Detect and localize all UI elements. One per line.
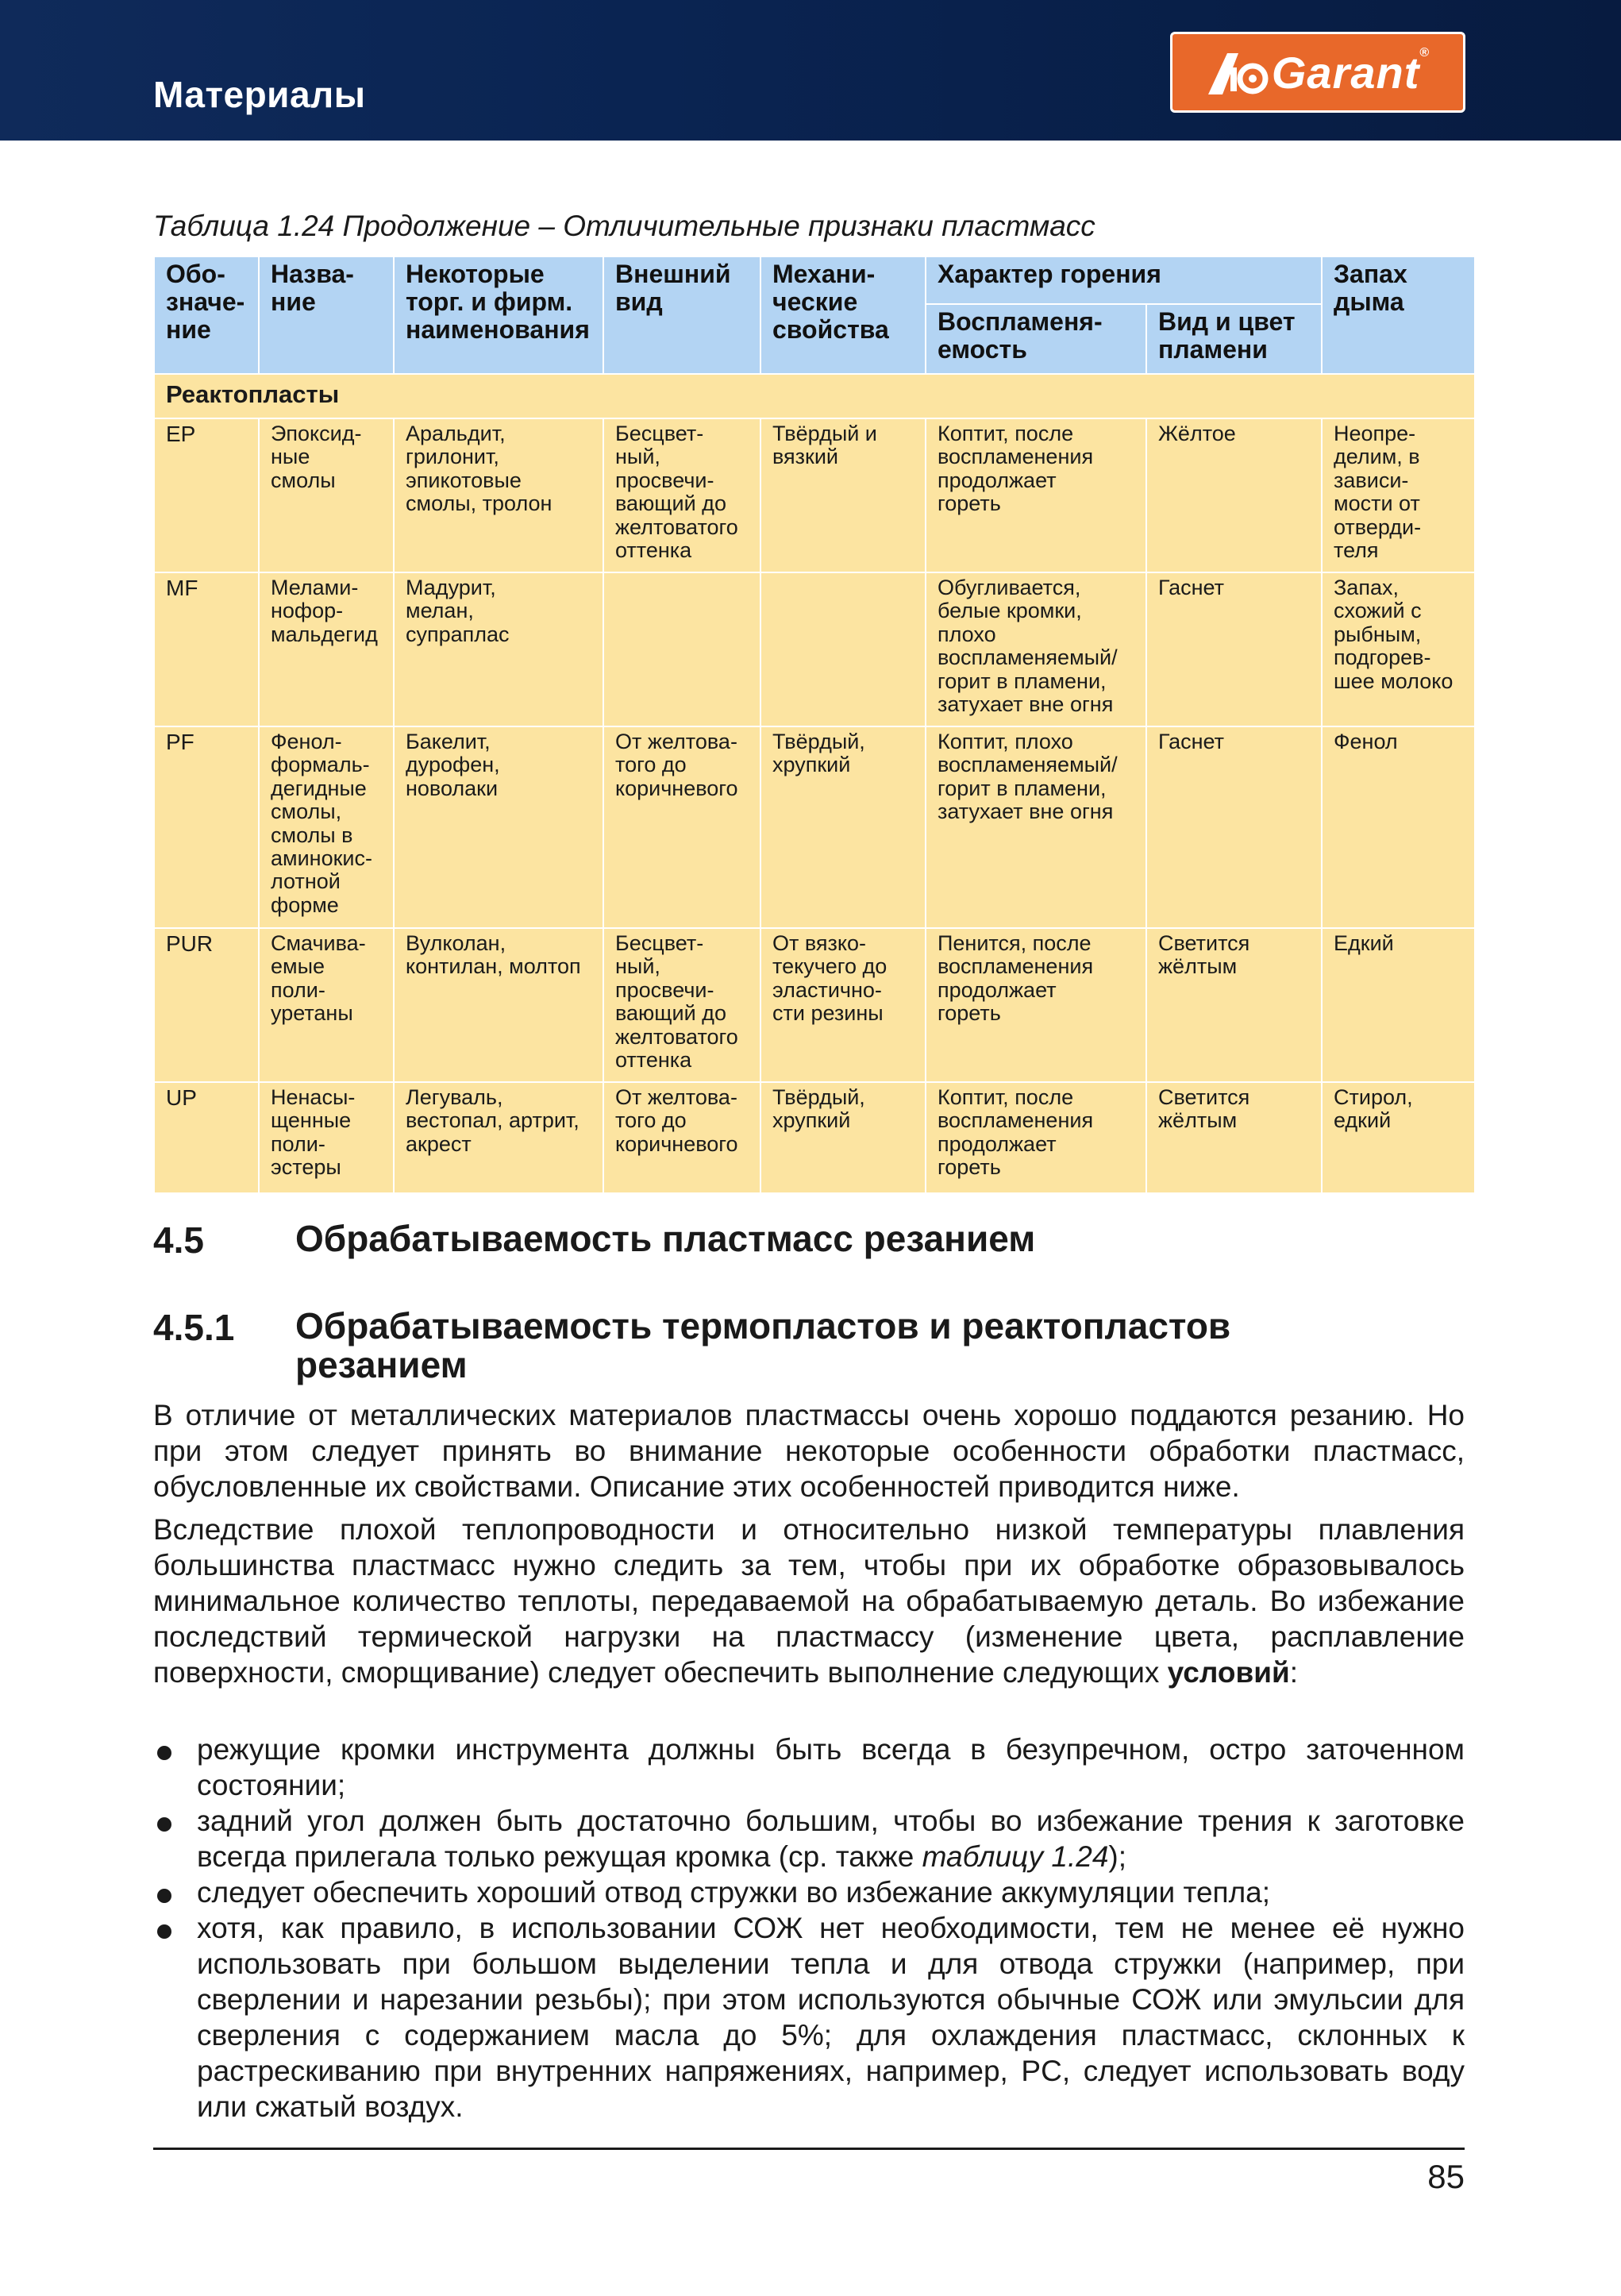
paragraph-1: В отличие от металлических материалов пластмассы очень хорошо поддаются резанию. Но при этом следует принять во внимание некоторые особенности обработки пластмасс, обусловленные их свойствами. Описание этих особенностей приводится ниже. xyxy=(153,1399,1465,1503)
cell-trade: Мадурит, мелан, супраплас xyxy=(394,572,603,726)
header-burning: Характер горения xyxy=(926,256,1322,304)
bullet-dot-icon xyxy=(157,1817,171,1832)
paragraph-2-text: Вследствие плохой теплопроводности и относительно низкой температуры плавления большинства пластмасс нужно следить за тем, чтобы при их обработке образовывалось минимальное количество теплоты, передаваемой на обрабатываемую деталь. Во избежание последствий термической нагрузки на пластмассу (изменение цвета, расплавление поверхности, сморщивание) следует обеспечить выполнение следующих xyxy=(153,1513,1465,1689)
header-mechanical: Механи- ческие свойства xyxy=(760,256,926,374)
cell-name: Ненасы- щенные поли- эстеры xyxy=(259,1082,394,1193)
subsection-number: 4.5.1 xyxy=(153,1307,235,1348)
cell-odor: Неопре- делим, в зависи- мости от отверди- теля xyxy=(1322,418,1475,572)
cell-odor: Фенол xyxy=(1322,726,1475,928)
section-number: 4.5 xyxy=(153,1219,204,1261)
page-header xyxy=(0,0,1621,141)
cell-flammability: Обугливается, белые кромки, плохо воспламеняемый/ горит в пламени, затухает вне огня xyxy=(926,572,1146,726)
cell-flame: Светится жёлтым xyxy=(1146,928,1322,1082)
bullet-dot-icon xyxy=(157,1924,171,1939)
header-designation: Обо- значе- ние xyxy=(154,256,259,374)
cell-code: PF xyxy=(154,726,259,928)
bullet-dot-icon xyxy=(157,1889,171,1903)
cell-code: UP xyxy=(154,1082,259,1193)
garant-logo-mark-icon xyxy=(1207,48,1269,96)
cell-mechanical xyxy=(760,572,926,726)
cell-trade: Аральдит, грилонит, эпикотовые смолы, тролон xyxy=(394,418,603,572)
header-flame: Вид и цвет пламени xyxy=(1146,304,1322,374)
header-trade-names: Некоторые торг. и фирм. наименования xyxy=(394,256,603,374)
table-caption: Таблица 1.24 Продолжение – Отличительные признаки пластмасс xyxy=(153,210,1095,242)
cell-odor: Стирол, едкий xyxy=(1322,1082,1475,1193)
paragraph-2-bold: условий xyxy=(1167,1656,1290,1689)
table-row xyxy=(154,1082,1475,1193)
section-title: Обрабатываемость пластмасс резанием xyxy=(295,1218,1036,1259)
garant-logo xyxy=(1170,32,1465,113)
cell-mechanical: Твёрдый и вязкий xyxy=(760,418,926,572)
cell-name: Эпоксид- ные смолы xyxy=(259,418,394,572)
cell-appearance: Бесцвет- ный, просвечи- вающий до желтоватого оттенка xyxy=(603,418,760,572)
cell-mechanical: От вязко- текучего до эластично- сти резины xyxy=(760,928,926,1082)
bullet-item-1: режущие кромки инструмента должны быть всегда в безупречном, остро заточенном состоянии; xyxy=(197,1733,1465,1801)
cell-name: Мелами- нофор- мальдегид xyxy=(259,572,394,726)
cell-odor: Запах, схожий с рыбным, подгорев- шее молоко xyxy=(1322,572,1475,726)
cell-code: EP xyxy=(154,418,259,572)
cell-appearance: От желтова- того до коричневого xyxy=(603,726,760,928)
table-row xyxy=(154,418,1475,572)
cell-flame: Гаснет xyxy=(1146,726,1322,928)
group-row-thermosets: Реактопласты xyxy=(154,374,1475,418)
table-row xyxy=(154,726,1475,928)
cell-flammability: Коптит, после воспламенения продолжает гореть xyxy=(926,1082,1146,1193)
header-flammability: Воспламеня- емость xyxy=(926,304,1146,374)
paragraph-2-end: : xyxy=(1289,1656,1299,1689)
cell-mechanical: Твёрдый, хрупкий xyxy=(760,1082,926,1193)
cell-name: Фенол- формаль- дегидные смолы, смолы в аминокис- лотной форме xyxy=(259,726,394,928)
page-number: 85 xyxy=(1427,2158,1465,2195)
logo-registered-mark: ® xyxy=(1419,46,1430,60)
cell-mechanical: Твёрдый, хрупкий xyxy=(760,726,926,928)
header-name: Назва- ние xyxy=(259,256,394,374)
paragraph-2 xyxy=(153,1512,1465,1690)
header-title: Материалы xyxy=(153,74,366,115)
header-appearance: Внешний вид xyxy=(603,256,760,374)
footer-rule xyxy=(153,2148,1465,2150)
table-row xyxy=(154,928,1475,1082)
cell-trade: Бакелит, дурофен, новолаки xyxy=(394,726,603,928)
bullet-dot-icon xyxy=(157,1746,171,1760)
subsection-title-line1: Обрабатываемость термопластов и реактопластов xyxy=(295,1305,1231,1346)
logo-text: Garant xyxy=(1271,47,1420,98)
cell-flammability: Пенится, после воспламенения продолжает гореть xyxy=(926,928,1146,1082)
cell-trade: Легуваль, вестопал, артрит, акрест xyxy=(394,1082,603,1193)
cell-appearance xyxy=(603,572,760,726)
cell-trade: Вулколан, контилан, молтоп xyxy=(394,928,603,1082)
header-smoke-odor: Запах дыма xyxy=(1322,256,1475,374)
cell-code: PUR xyxy=(154,928,259,1082)
bullet-item-2: задний угол должен быть достаточно большим, чтобы во избежание трения к заготовке всегда прилегала только режущая кромка (ср. также таблицу 1.24); xyxy=(197,1805,1465,1873)
bullet-item-4: хотя, как правило, в использовании СОЖ нет необходимости, тем не менее её нужно использовать при большом выделении тепла и для отвода стружки (например, при сверлении и нарезании резьбы); при этом используются обычные СОЖ или эмульсии для сверления с содержанием масла до 5%; для охлаждения пластмасс, склонных к растрескиванию при внутренних напряжениях, например, PC, следует использовать воду или сжатый воздух. xyxy=(197,1912,1465,2123)
cell-flame: Жёлтое xyxy=(1146,418,1322,572)
cell-appearance: От желтова- того до коричневого xyxy=(603,1082,760,1193)
cell-code: MF xyxy=(154,572,259,726)
plastics-properties-table xyxy=(153,256,1476,1194)
cell-flame: Светится жёлтым xyxy=(1146,1082,1322,1193)
subsection-title-line2: резанием xyxy=(295,1344,468,1385)
cell-appearance: Бесцвет- ный, просвечи- вающий до желтоватого оттенка xyxy=(603,928,760,1082)
table-reference: таблицу 1.24 xyxy=(922,1840,1109,1873)
cell-flammability: Коптит, плохо воспламеняемый/ горит в пламени, затухает вне огня xyxy=(926,726,1146,928)
cell-flame: Гаснет xyxy=(1146,572,1322,726)
table-row xyxy=(154,572,1475,726)
cell-flammability: Коптит, после воспламенения продолжает гореть xyxy=(926,418,1146,572)
cell-odor: Едкий xyxy=(1322,928,1475,1082)
bullet-item-3: следует обеспечить хороший отвод стружки во избежание аккумуляции тепла; xyxy=(197,1876,1271,1909)
cell-name: Смачива- емые поли- уретаны xyxy=(259,928,394,1082)
